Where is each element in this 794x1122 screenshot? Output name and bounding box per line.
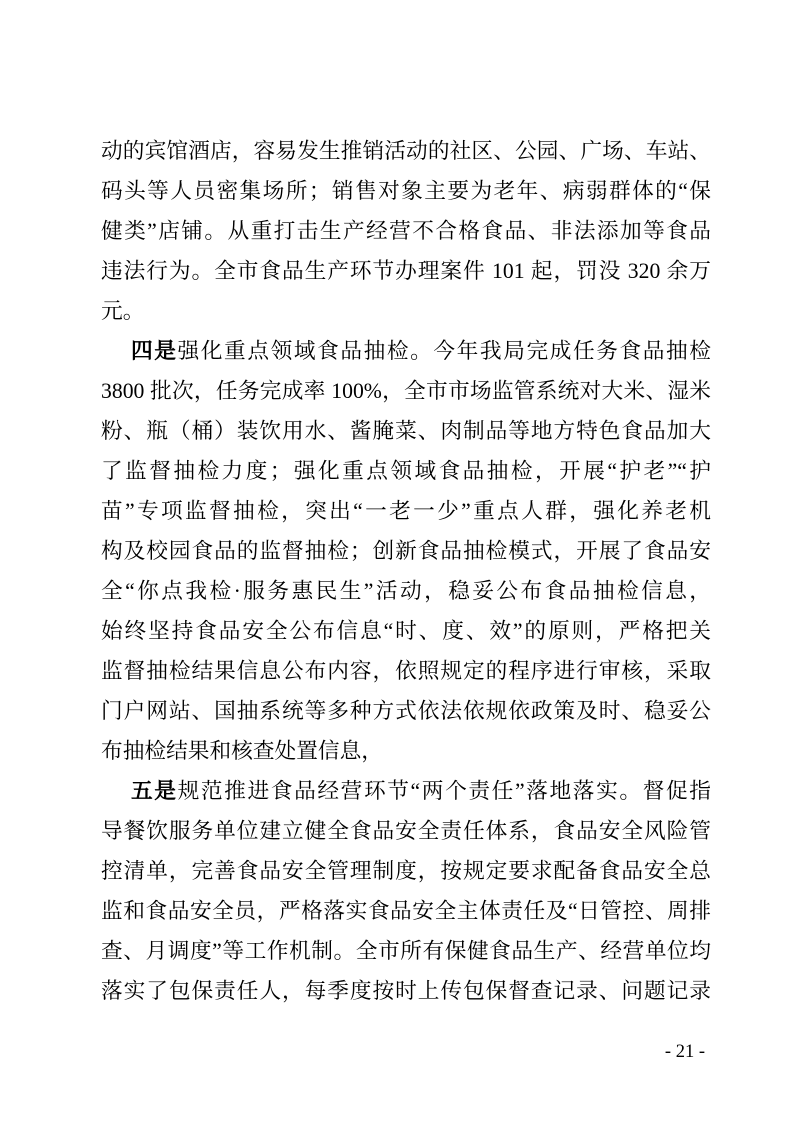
text-line xyxy=(101,811,711,851)
text-line xyxy=(101,851,711,891)
paragraph xyxy=(101,331,711,771)
page-number: - 21 - xyxy=(664,1042,705,1062)
text-line-content: 导餐饮服务单位建立健全食品安全责任体系，食品安全风险管 xyxy=(101,819,711,843)
text-line-content: 布抽检结果和核查处置信息， xyxy=(101,739,383,763)
text-line xyxy=(101,331,711,371)
paragraph xyxy=(101,771,711,1011)
text-line-content: 查、月调度”等工作机制。全市所有保健食品生产、经营单位均 xyxy=(101,939,711,963)
text-line xyxy=(101,771,711,811)
text-line-content: 构及校园食品的监督抽检；创新食品抽检模式，开展了食品安 xyxy=(101,539,711,563)
text-line-content: 落实了包保责任人，每季度按时上传包保督查记录、问题记录 xyxy=(101,979,711,1003)
text-line xyxy=(101,731,711,771)
text-line-content: 码头等人员密集场所；销售对象主要为老年、病弱群体的“保 xyxy=(101,179,711,203)
text-line-content: 控清单，完善食品安全管理制度，按规定要求配备食品安全总 xyxy=(101,859,711,883)
text-line-content: 健类”店铺。从重打击生产经营不合格食品、非法添加等食品 xyxy=(101,219,711,243)
text-line xyxy=(101,611,711,651)
text-line-content: 动的宾馆酒店，容易发生推销活动的社区、公园、广场、车站、 xyxy=(101,139,711,163)
text-line xyxy=(101,891,711,931)
paragraph-lead-bold: 四是 xyxy=(131,339,178,363)
text-line-content: 监和食品安全员，严格落实食品安全主体责任及“日管控、周排 xyxy=(101,899,711,923)
text-line-content: 粉、瓶（桶）装饮用水、酱腌菜、肉制品等地方特色食品加大 xyxy=(101,419,711,443)
text-line-content: 门户网站、国抽系统等多种方式依法依规依政策及时、稳妥公 xyxy=(101,699,711,723)
text-line-content: 监督抽检结果信息公布内容，依照规定的程序进行审核，采取 xyxy=(101,659,711,683)
text-line-content: 始终坚持食品安全公布信息“时、度、效”的原则，严格把关 xyxy=(101,619,711,643)
document-body xyxy=(101,131,711,1011)
text-line xyxy=(101,171,711,211)
text-line xyxy=(101,251,711,291)
text-line xyxy=(101,491,711,531)
paragraph xyxy=(101,131,711,331)
text-line xyxy=(101,371,711,411)
text-line xyxy=(101,451,711,491)
text-line-content: 了监督抽检力度；强化重点领域食品抽检，开展“护老”“护 xyxy=(101,459,711,483)
text-line xyxy=(101,131,711,171)
text-line xyxy=(101,571,711,611)
text-line xyxy=(101,651,711,691)
paragraph-lead-bold: 五是 xyxy=(131,779,178,803)
text-line xyxy=(101,931,711,971)
text-line xyxy=(101,531,711,571)
text-line xyxy=(101,691,711,731)
text-line-content: 苗”专项监督抽检，突出“一老一少”重点人群，强化养老机 xyxy=(101,499,711,523)
text-line xyxy=(101,411,711,451)
text-line-content: 全“你点我检·服务惠民生”活动，稳妥公布食品抽检信息， xyxy=(101,579,711,603)
text-line xyxy=(101,291,711,331)
text-line xyxy=(101,211,711,251)
text-line-content: 规范推进食品经营环节“两个责任”落地落实。督促指 xyxy=(177,779,711,803)
text-line-content: 3800 批次，任务完成率 100%，全市市场监管系统对大米、湿米 xyxy=(101,379,711,403)
text-line-content: 元。 xyxy=(101,299,145,323)
text-line-content: 违法行为。全市食品生产环节办理案件 101 起，罚没 320 余万 xyxy=(101,259,711,283)
text-line xyxy=(101,971,711,1011)
text-line-content: 强化重点领域食品抽检。今年我局完成任务食品抽检 xyxy=(177,339,711,363)
